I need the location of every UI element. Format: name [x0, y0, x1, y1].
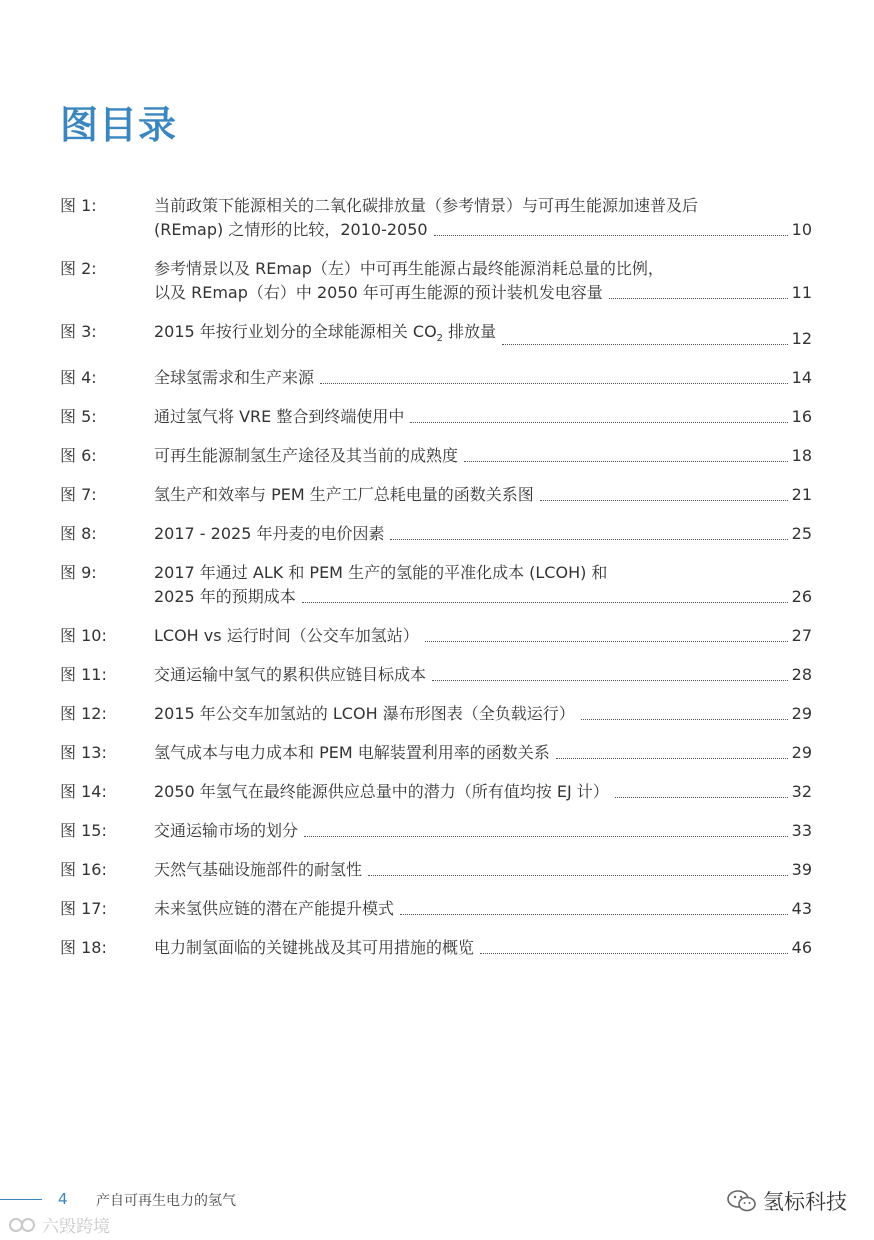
- figure-title: 交通运输市场的划分: [154, 821, 299, 840]
- footer-page-number: 4: [58, 1190, 68, 1208]
- dot-leader: [540, 500, 788, 501]
- toc-item[interactable]: [60, 741, 812, 765]
- figure-entry: [154, 483, 812, 507]
- figure-entry: [154, 897, 812, 921]
- dot-leader: [302, 602, 788, 603]
- page-number: 12: [791, 329, 812, 348]
- page-number: 32: [791, 782, 812, 801]
- figure-entry: [154, 936, 812, 960]
- figure-number: 图 2:: [60, 259, 97, 278]
- figure-entry: [154, 194, 812, 242]
- page-number: 10: [791, 220, 812, 239]
- toc-item[interactable]: [60, 624, 812, 648]
- table-of-figures: [60, 194, 812, 975]
- toc-item[interactable]: [60, 405, 812, 429]
- toc-item[interactable]: [60, 780, 812, 804]
- figure-entry: [154, 405, 812, 429]
- toc-item[interactable]: [60, 483, 812, 507]
- figure-number: 图 5:: [60, 407, 97, 426]
- dot-leader: [480, 953, 788, 954]
- figure-title-line: 2017 年通过 ALK 和 PEM 生产的氢能的平准化成本 (LCOH) 和: [154, 563, 608, 582]
- figure-title: 2017 - 2025 年丹麦的电价因素: [154, 524, 385, 543]
- dot-leader: [434, 235, 788, 236]
- toc-item[interactable]: [60, 257, 812, 305]
- figure-title: 2025 年的预期成本: [154, 587, 296, 606]
- source-watermark: [8, 1212, 110, 1237]
- figure-number: 图 18:: [60, 938, 107, 957]
- dot-leader: [410, 422, 787, 423]
- toc-item[interactable]: [60, 366, 812, 390]
- figure-title-text: 排放量: [443, 322, 497, 341]
- figure-title: 氢生产和效率与 PEM 生产工厂总耗电量的函数关系图: [154, 485, 534, 504]
- page-number: 33: [791, 821, 812, 840]
- figure-number: 图 7:: [60, 485, 97, 504]
- figure-number: 图 3:: [60, 322, 97, 341]
- figure-entry: [154, 702, 812, 726]
- dot-leader: [615, 797, 788, 798]
- figure-number: 图 13:: [60, 743, 107, 762]
- toc-item[interactable]: [60, 897, 812, 921]
- page-number: 26: [791, 587, 812, 606]
- wechat-icon: [727, 1189, 757, 1213]
- page-number: 14: [791, 368, 812, 387]
- figure-number: 图 14:: [60, 782, 107, 801]
- footer-rule: [0, 1199, 42, 1200]
- page-number: 46: [791, 938, 812, 957]
- page-number: 43: [791, 899, 812, 918]
- figure-entry: [154, 624, 812, 648]
- figure-title-line: 当前政策下能源相关的二氧化碳排放量（参考情景）与可再生能源加速普及后: [154, 196, 699, 215]
- wechat-account-name: 氢标科技: [763, 1190, 847, 1214]
- figure-title: LCOH vs 运行时间（公交车加氢站）: [154, 626, 419, 645]
- toc-item[interactable]: [60, 561, 812, 609]
- logo-icon: [8, 1215, 38, 1235]
- dot-leader: [368, 875, 788, 876]
- figure-number: 图 15:: [60, 821, 107, 840]
- dot-leader: [581, 719, 788, 720]
- footer-title: 产自可再生电力的氢气: [96, 1193, 236, 1209]
- dot-leader: [464, 461, 788, 462]
- figure-entry: [154, 561, 812, 609]
- toc-item[interactable]: [60, 936, 812, 960]
- page-number: 29: [791, 704, 812, 723]
- page-number: 25: [791, 524, 812, 543]
- toc-item[interactable]: [60, 320, 812, 351]
- figure-number: 图 16:: [60, 860, 107, 879]
- figure-title: 未来氢供应链的潜在产能提升模式: [154, 899, 395, 918]
- figure-title: [154, 320, 496, 351]
- page-number: 18: [791, 446, 812, 465]
- figure-title: 以及 REmap（右）中 2050 年可再生能源的预计装机发电容量: [154, 283, 603, 302]
- toc-item[interactable]: [60, 858, 812, 882]
- figure-title: 全球氢需求和生产来源: [154, 368, 315, 387]
- figure-title: (REmap) 之情形的比较，2010-2050: [154, 220, 428, 239]
- figure-title-text: 2015 年按行业划分的全球能源相关 CO: [154, 322, 437, 341]
- subscript: 2: [436, 333, 444, 344]
- figure-title: 氢气成本与电力成本和 PEM 电解装置利用率的函数关系: [154, 743, 550, 762]
- page-number: 29: [791, 743, 812, 762]
- wechat-watermark: [727, 1186, 847, 1216]
- figure-number: 图 1:: [60, 196, 97, 215]
- page-number: 27: [791, 626, 812, 645]
- figure-number: 图 11:: [60, 665, 107, 684]
- toc-item[interactable]: [60, 702, 812, 726]
- figure-title: 天然气基础设施部件的耐氢性: [154, 860, 363, 879]
- figure-entry: [154, 522, 812, 546]
- figure-entry: [154, 663, 812, 687]
- figure-number: 图 17:: [60, 899, 107, 918]
- page-number: 11: [791, 283, 812, 302]
- page-number: 16: [791, 407, 812, 426]
- dot-leader: [400, 914, 788, 915]
- figure-number: 图 4:: [60, 368, 97, 387]
- dot-leader: [390, 539, 787, 540]
- figure-entry: [154, 257, 812, 305]
- figure-number: 图 6:: [60, 446, 97, 465]
- dot-leader: [556, 758, 788, 759]
- figure-title: 电力制氢面临的关键挑战及其可用措施的概览: [154, 938, 475, 957]
- figure-entry: [154, 780, 812, 804]
- dot-leader: [425, 641, 788, 642]
- figure-number: 图 8:: [60, 524, 97, 543]
- toc-item[interactable]: [60, 444, 812, 468]
- page-title: 图目录: [60, 103, 178, 147]
- page-number: 39: [791, 860, 812, 879]
- figure-entry: [154, 741, 812, 765]
- dot-leader: [502, 344, 788, 345]
- page-number: 28: [791, 665, 812, 684]
- toc-item[interactable]: [60, 819, 812, 843]
- figure-title: 2050 年氢气在最终能源供应总量中的潜力（所有值均按 EJ 计）: [154, 782, 609, 801]
- figure-entry: [154, 366, 812, 390]
- dot-leader: [320, 383, 788, 384]
- toc-item[interactable]: [60, 194, 812, 242]
- figure-title: 可再生能源制氢生产途径及其当前的成熟度: [154, 446, 459, 465]
- figure-number: 图 9:: [60, 563, 97, 582]
- figure-title-line: 参考情景以及 REmap（左）中可再生能源占最终能源消耗总量的比例，: [154, 259, 664, 278]
- figure-entry: [154, 320, 812, 351]
- toc-item[interactable]: [60, 522, 812, 546]
- figure-entry: [154, 858, 812, 882]
- figure-entry: [154, 444, 812, 468]
- figure-number: 图 10:: [60, 626, 107, 645]
- figure-title: 通过氢气将 VRE 整合到终端使用中: [154, 407, 405, 426]
- figure-number: 图 12:: [60, 704, 107, 723]
- page-number: 21: [791, 485, 812, 504]
- dot-leader: [432, 680, 788, 681]
- figure-title: 2015 年公交车加氢站的 LCOH 瀑布形图表（全负载运行）: [154, 704, 575, 723]
- source-watermark-text: 六毁跨境: [42, 1217, 110, 1237]
- dot-leader: [304, 836, 788, 837]
- figure-entry: [154, 819, 812, 843]
- dot-leader: [609, 298, 788, 299]
- toc-item[interactable]: [60, 663, 812, 687]
- figure-title: 交通运输中氢气的累积供应链目标成本: [154, 665, 427, 684]
